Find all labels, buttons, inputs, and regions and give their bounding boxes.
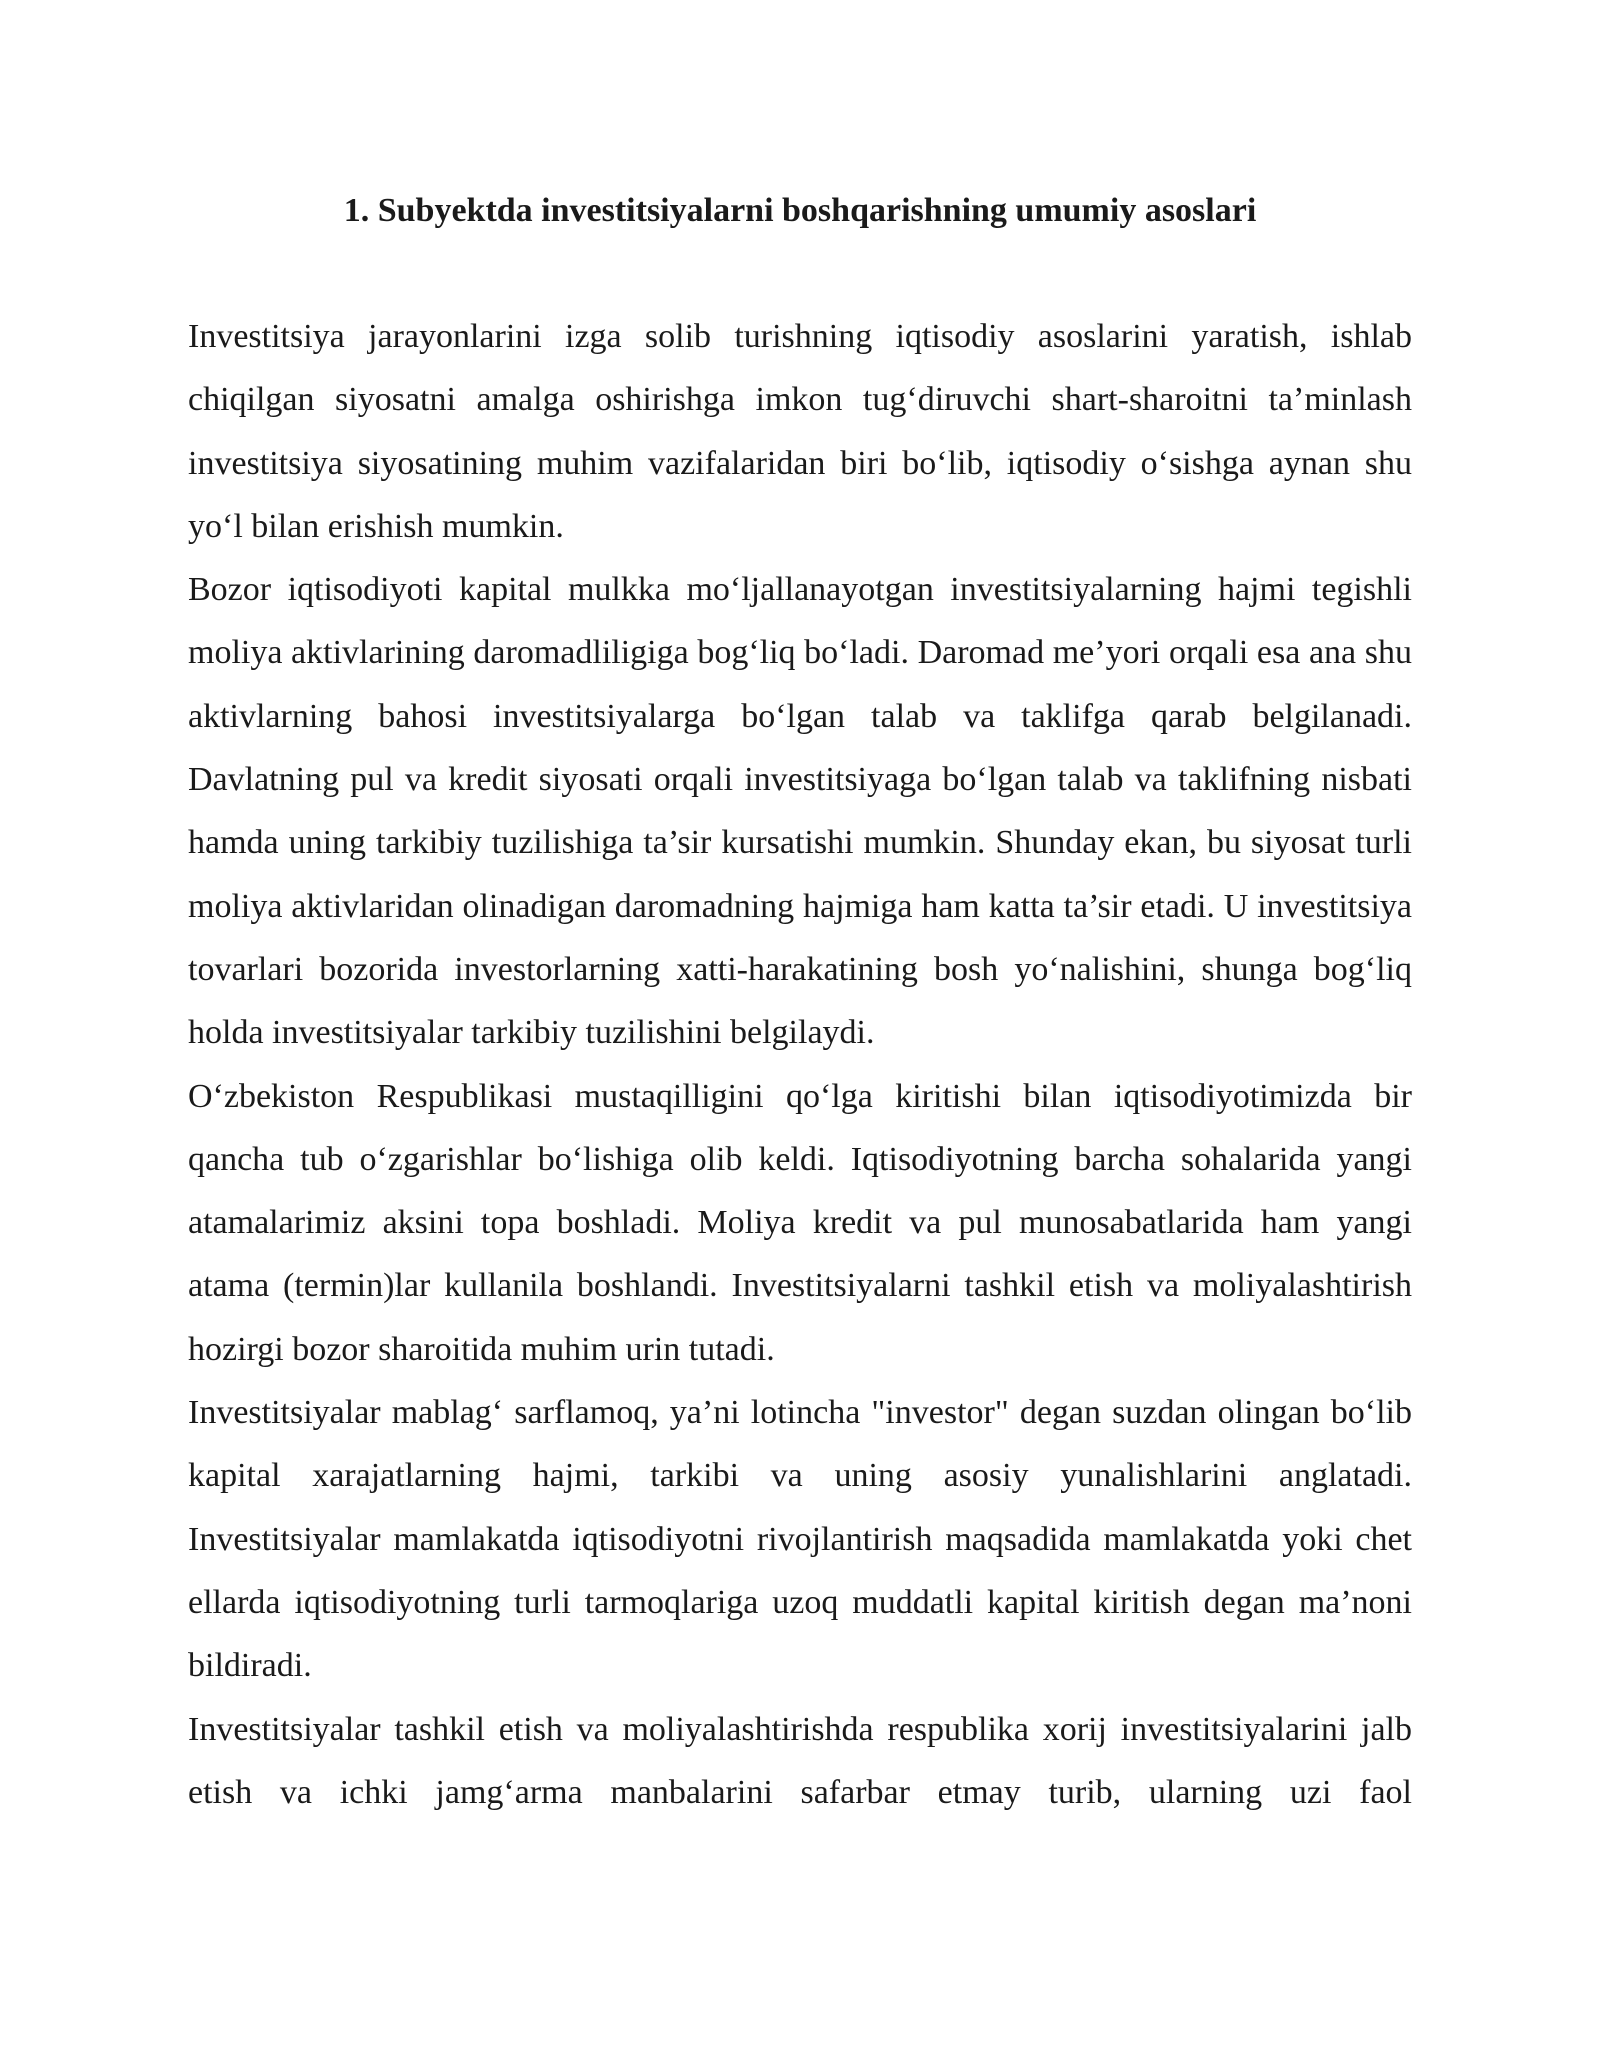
section-title: 1. Subyektda investitsiyalarni boshqarishning umumiy asoslari [343,192,1257,229]
paragraph-1: Investitsiya jarayonlarini izga solib turishning iqtisodiy asoslarini yaratish, ishlab chiqilgan siyosatni amalga oshirishga imkon tug‘diruvchi shart-sharoitni ta’minlash investitsiya siyosatining muhim vazifalaridan biri bo‘lib, iqtisodiy o‘sishga aynan shu yo‘l bilan erishish mumkin. [188,318,1412,545]
paragraph-2: Bozor iqtisodiyoti kapital mulkka mo‘ljallanayotgan investitsiyalarning hajmi tegishli moliya aktivlarining daromadliligiga bog‘liq bo‘ladi. Daromad me’yori orqali esa ana shu aktivlarning bahosi investitsiyalarga bo‘lgan talab va taklifga qarab belgilanadi. Davlatning pul va kredit siyosati orqali investitsiyaga bo‘lgan talab va taklifning nisbati hamda uning tarkibiy tuzilishiga ta’sir kursatishi mumkin. Shunday ekan, bu siyosat turli moliya aktivlaridan olinadigan daromadning hajmiga ham katta ta’sir etadi. U investitsiya tovarlari bozorida investorlarning xatti-harakatining bosh yo‘nalishini, shunga bog‘liq holda investitsiyalar tarkibiy tuzilishini belgilaydi. [188,571,1412,1052]
document-body [188,305,1412,1824]
paragraph-3: O‘zbekiston Respublikasi mustaqilligini qo‘lga kiritishi bilan iqtisodiyotimizda bir qancha tub o‘zgarishlar bo‘lishiga olib keldi. Iqtisodiyotning barcha sohalarida yangi atamalarimiz aksini topa boshladi. Moliya kredit va pul munosabatlarida ham yangi atama (termin)lar kullanila boshlandi. Investitsiyalarni tashkil etish va moliyalashtirish hozirgi bozor sharoitida muhim urin tutadi. [188,1077,1412,1368]
paragraph-5: Investitsiyalar tashkil etish va moliyalashtirishda respublika xorij investitsiyalarini jalb etish va ichki jamg‘arma manbalarini safarbar etmay turib, ularning uzi faol [188,1710,1412,1811]
paragraph-4: Investitsiyalar mablag‘ sarflamoq, ya’ni lotincha "investor" degan suzdan olingan bo‘lib kapital xarajatlarning hajmi, tarkibi va uning asosiy yunalishlarini anglatadi. Investitsiyalar mamlakatda iqtisodiyotni rivojlantirish maqsadida mamlakatda yoki chet ellarda iqtisodiyotning turli tarmoqlariga uzoq muddatli kapital kiritish degan ma’noni bildiradi. [188,1394,1412,1685]
